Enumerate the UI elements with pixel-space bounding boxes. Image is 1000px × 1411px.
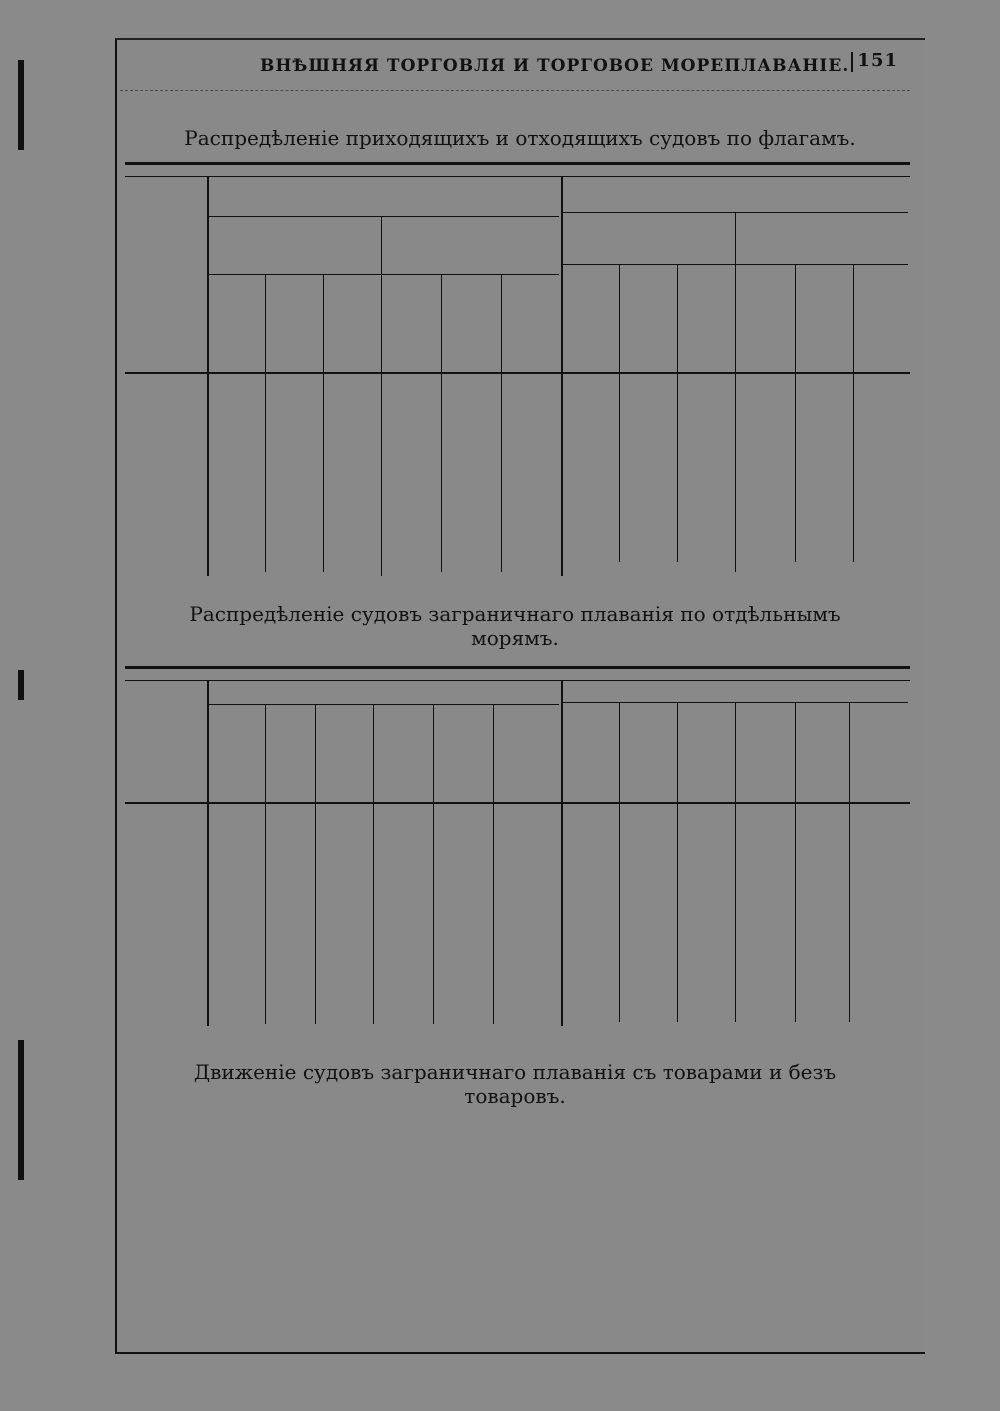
column-header [741, 706, 793, 800]
column-header [683, 706, 733, 800]
column-header [387, 280, 437, 368]
column-header [213, 710, 263, 800]
rule [853, 264, 854, 562]
rule [735, 212, 736, 572]
rule [619, 702, 620, 1022]
rule [209, 274, 559, 275]
rule [795, 264, 796, 562]
rule [207, 176, 209, 576]
column-header [855, 706, 908, 800]
rule [373, 704, 374, 1024]
rule [125, 666, 910, 669]
rule [433, 704, 434, 1024]
rule [677, 264, 678, 562]
column-header [379, 710, 431, 800]
rule [561, 176, 563, 576]
rule [563, 264, 908, 265]
margin-mark [18, 60, 24, 150]
column-header [801, 706, 847, 800]
column-header [271, 280, 319, 368]
rule [381, 216, 382, 576]
rule [619, 264, 620, 562]
rule [265, 704, 266, 1024]
column-header [741, 270, 791, 368]
rule [125, 802, 910, 804]
column-header [271, 710, 313, 800]
page-number: 151 [857, 50, 898, 71]
rule [493, 704, 494, 1024]
rule [315, 704, 316, 1024]
rule [125, 372, 910, 374]
running-title: ВНѢШНЯЯ ТОРГОВЛЯ И ТОРГОВОЕ МОРЕПЛАВАНІЕ. [260, 56, 850, 76]
rule [849, 702, 850, 1022]
column-header [683, 270, 731, 368]
column-header [567, 706, 617, 800]
table2-title: Распредѣленіе судовъ заграничнаго плаванія по отдѣльнымъ морямъ. [189, 602, 841, 650]
table2 [125, 666, 910, 1036]
rule [125, 162, 910, 165]
column-header [329, 280, 377, 368]
table1 [125, 162, 910, 582]
column-header [507, 280, 557, 368]
margin-mark [18, 1040, 24, 1180]
rule [677, 702, 678, 1022]
column-header [625, 706, 675, 800]
rule [441, 274, 442, 572]
rule [209, 216, 559, 217]
rule [125, 176, 910, 177]
table3-title: Движеніе судовъ заграничнаго плаванія съ товарами и безъ товаровъ. [193, 1060, 837, 1108]
column-header [625, 270, 673, 368]
rule [735, 702, 736, 1022]
rule [265, 274, 266, 572]
header-rule [120, 90, 910, 97]
table1-title: Распредѣленіе приходящихъ и отходящихъ судовъ по флагамъ. [184, 126, 856, 150]
rule [207, 680, 209, 1026]
column-header [213, 280, 261, 368]
column-header [859, 270, 906, 368]
rule [795, 702, 796, 1022]
rule [323, 274, 324, 572]
rule [501, 274, 502, 572]
rule [209, 704, 559, 705]
column-header [439, 710, 491, 800]
column-header [447, 280, 497, 368]
rule [125, 680, 910, 681]
column-header [321, 710, 371, 800]
column-header [801, 270, 849, 368]
column-header [567, 270, 615, 368]
margin-mark [18, 670, 24, 700]
column-header [499, 710, 559, 800]
rule [561, 680, 563, 1026]
